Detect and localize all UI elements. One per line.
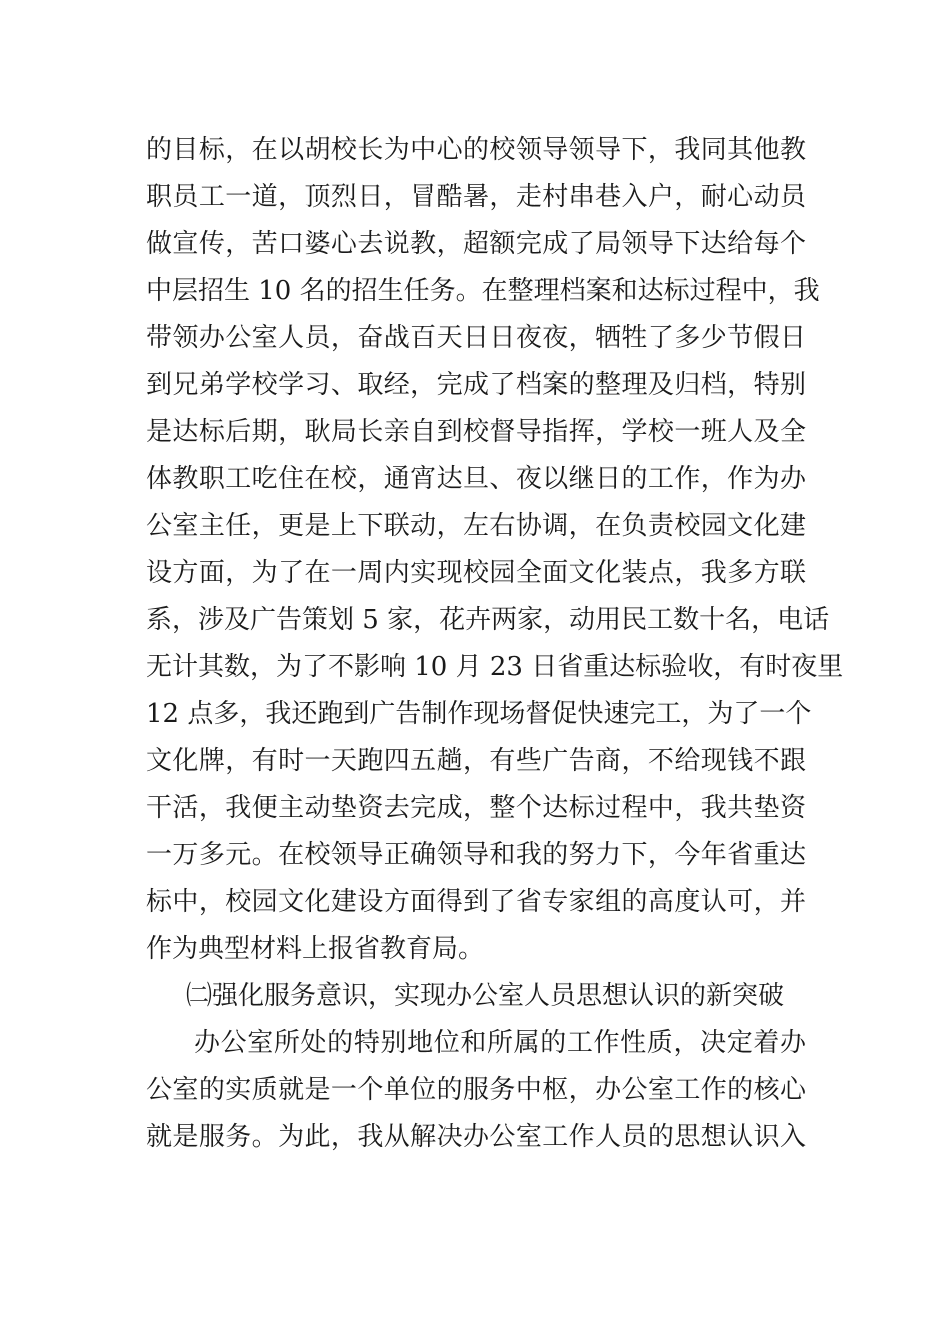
text-line: 设方面，为了在一周内实现校园全面文化装点，我多方联 (146, 558, 806, 588)
text-line: 职员工一道，顶烈日，冒酷暑，走村串巷入户，耐心动员 (146, 182, 806, 212)
text-line: 做宣传，苦口婆心去说教，超额完成了局领导下达给每个 (146, 229, 806, 259)
section-heading: ㈡强化服务意识，实现办公室人员思想认识的新突破 (186, 981, 785, 1011)
text-line: 是达标后期，耿局长亲自到校督导指挥，学校一班人及全 (146, 417, 806, 447)
text-line: 的目标，在以胡校长为中心的校领导领导下，我同其他教 (146, 135, 806, 165)
text-line: 无计其数，为了不影响 10 月 23 日省重达标验收，有时夜里 (146, 652, 844, 682)
text-line: 就是服务。为此，我从解决办公室工作人员的思想认识入 (146, 1122, 806, 1152)
text-line: 作为典型材料上报省教育局。 (146, 934, 485, 964)
text-line: 公室的实质就是一个单位的服务中枢，办公室工作的核心 (146, 1075, 806, 1105)
text-line: 标中，校园文化建设方面得到了省专家组的高度认可，并 (146, 887, 806, 917)
text-line: 系，涉及广告策划 5 家，花卉两家，动用民工数十名，电话 (146, 605, 830, 635)
text-line: 中层招生 10 名的招生任务。在整理档案和达标过程中，我 (146, 276, 820, 306)
text-line: 一万多元。在校领导正确领导和我的努力下，今年省重达 (146, 840, 806, 870)
text-line: 办公室所处的特别地位和所属的工作性质，决定着办 (194, 1028, 806, 1058)
text-line: 12 点多，我还跑到广告制作现场督促快速完工，为了一个 (146, 699, 812, 729)
text-line: 公室主任，更是上下联动，左右协调，在负责校园文化建 (146, 511, 806, 541)
text-line: 带领办公室人员，奋战百天日日夜夜，牺牲了多少节假日 (146, 323, 806, 353)
text-line: 体教职工吃住在校，通宵达旦、夜以继日的工作，作为办 (146, 464, 806, 494)
text-line: 干活，我便主动垫资去完成，整个达标过程中，我共垫资 (146, 793, 806, 823)
text-line: 到兄弟学校学习、取经，完成了档案的整理及归档，特别 (146, 370, 806, 400)
text-line: 文化牌，有时一天跑四五趟，有些广告商，不给现钱不跟 (146, 746, 806, 776)
